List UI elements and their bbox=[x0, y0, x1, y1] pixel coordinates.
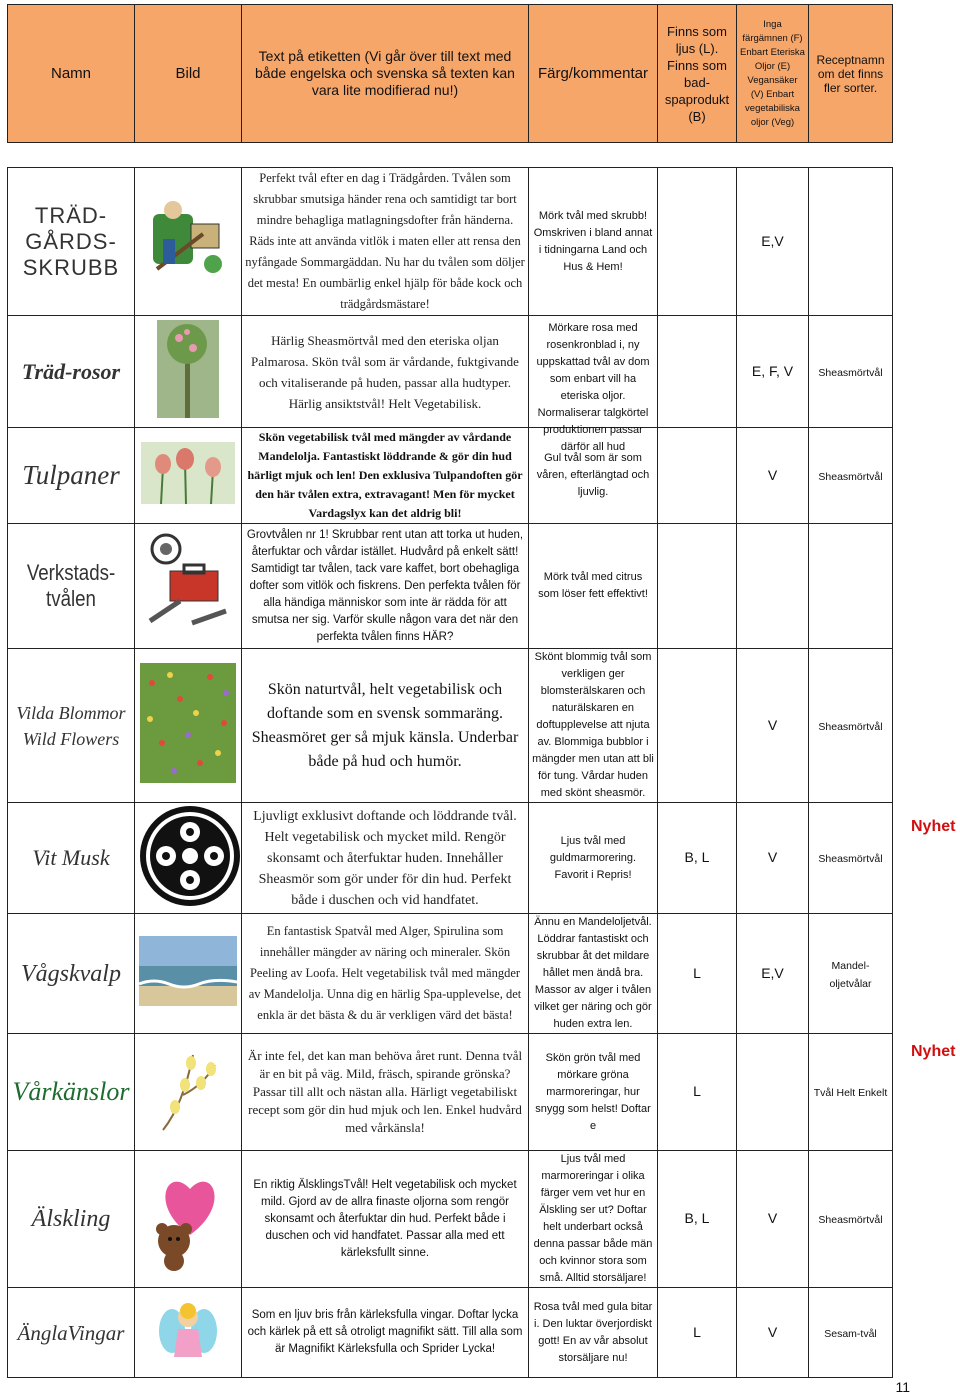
product-image bbox=[135, 1288, 242, 1378]
product-image bbox=[135, 803, 242, 914]
product-comment: Skön grön tvål med mörkare gröna marmoreringar, hur snygg som helst! Doftar e bbox=[529, 1034, 658, 1151]
product-table bbox=[7, 4, 893, 1378]
product-inga: V bbox=[737, 428, 809, 524]
header-finns: Finns som ljus (L). Finns som bad-spaprodukt (B) bbox=[658, 5, 737, 143]
product-comment: Ännu en Mandeloljetvål. Löddrar fantastiskt och skrubbar åt det mildare hållet men ändå bra. Massor av alger i tvålen vilket ger näring och gör huden extra len. bbox=[529, 914, 658, 1034]
header-row bbox=[8, 5, 893, 143]
product-text: Är inte fel, det kan man behöva året runt. Denna tvål är en bit på väg. Mild, fräsch, spirande grönska? Passar till allt och nästan alla. Härligt vegetabiliskt recept som gör din hud mjuk och len. Enkel hudvård med vårkänsla! bbox=[242, 1034, 529, 1151]
product-text: En fantastisk Spatvål med Alger, Spirulina som innehåller mängder av näring och mineraler. Skön Peeling av Loofa. Helt vegetabilisk tvål med mängder av Mandelolja. Unna dig en härlig Spa-upplevelse, det enkla är det bästa & du är verkligen värd det bästa! bbox=[242, 914, 529, 1034]
product-recept: Sheasmörtvål bbox=[809, 649, 893, 803]
product-name: Tulpaner bbox=[8, 428, 135, 524]
product-recept bbox=[809, 168, 893, 316]
product-name: TRÄD-GÅRDS-SKRUBB bbox=[8, 168, 135, 316]
product-finns: L bbox=[658, 914, 737, 1034]
product-comment: Gul tvål som är som våren, efterlängtad och ljuvlig. bbox=[529, 428, 658, 524]
product-name: ÄnglaVingar bbox=[8, 1288, 135, 1378]
pussy-willow-image bbox=[153, 1045, 223, 1135]
product-comment: Mörk tvål med skrubb! Omskriven i bland annat i tidningarna Land och Hus & Hem! bbox=[529, 168, 658, 316]
table-row bbox=[8, 803, 893, 914]
product-inga: E,V bbox=[737, 914, 809, 1034]
ornament-medallion-image bbox=[138, 804, 242, 908]
table-row bbox=[8, 1034, 893, 1151]
product-name: Älskling bbox=[8, 1151, 135, 1288]
header-farg: Färg/kommentar bbox=[529, 5, 658, 143]
product-text: Som en ljuv bris från kärleksfulla vingar. Doftar lycka och kärlek på ett så otroligt magnifikt sätt. Till alla som är Magnifikt Kärleksfulla och Sprider Lycka! bbox=[242, 1288, 529, 1378]
page-number: 11 bbox=[895, 1379, 910, 1395]
product-finns bbox=[658, 168, 737, 316]
angel-wings-image bbox=[158, 1295, 218, 1365]
beach-waves-image bbox=[139, 936, 237, 1006]
product-inga: V bbox=[737, 1288, 809, 1378]
table-row bbox=[8, 1288, 893, 1378]
product-text: Skön vegetabilisk tvål med mängder av vårdande Mandelolja. Fantastiskt löddrande & gör din hud härligt mjuk och len! Den exklusiva Tulpandoften gör den här tvålen extra, extravagant! Men för mycket Vardagslyx kan det aldrig bli! bbox=[242, 428, 529, 524]
product-image bbox=[135, 428, 242, 524]
product-recept: Sheasmörtvål bbox=[809, 428, 893, 524]
product-finns bbox=[658, 428, 737, 524]
table-row bbox=[8, 168, 893, 316]
product-inga: E, F, V bbox=[737, 316, 809, 428]
product-finns: B, L bbox=[658, 1151, 737, 1288]
product-text: Skön naturtvål, helt vegetabilisk och doftande som en svensk sommaräng. Sheasmöret ger så mjuk känsla. Underbar både på hud och humör. bbox=[242, 649, 529, 803]
product-inga: V bbox=[737, 649, 809, 803]
product-comment: Mörkare rosa med rosenkronblad i, ny uppskattad tvål av dom som enbart vill ha eteriska oljor. Normaliserar talgkörtel produktionen passar därför all hud bbox=[529, 316, 658, 428]
product-text: Perfekt tvål efter en dag i Trädgården. Tvålen som skrubbar smutsiga händer rena och samtidigt tar bort mindre behagliga matlagningsdofter från händerna. Räds inte att använda vitlök i maten eller att rensa den nyfångade Sommargäddan. Nu har du tvålen som döljer det mesta! En oumbärlig enkel hjälp för både kock och trädgårdsmästare! bbox=[242, 168, 529, 316]
product-recept: Sesam-tvål bbox=[809, 1288, 893, 1378]
product-image bbox=[135, 524, 242, 649]
product-text: En riktig ÄlsklingsTvål! Helt vegetabilisk och mycket mild. Gjord av de allra finaste oljorna som rengör skonsamt och återfuktar din hud. Perfekt både i duschen och vid handfatet. Passar alla med ett kärleksfullt sinne. bbox=[242, 1151, 529, 1288]
product-inga: V bbox=[737, 803, 809, 914]
nyhet-badge: Nyhet bbox=[911, 1043, 956, 1060]
header-recept: Receptnamn om det finns fler sorter. bbox=[809, 5, 893, 143]
wildflower-meadow-image bbox=[140, 663, 236, 783]
product-recept: Mandel-oljetvålar bbox=[809, 914, 893, 1034]
table-row bbox=[8, 649, 893, 803]
product-comment: Ljus tvål med guldmarmorering. Favorit i Repris! bbox=[529, 803, 658, 914]
header-inga: Inga färgämnen (F) Enbart Eteriska Oljor (E) Vegansäker (V) Enbart vegetabiliska oljor (Veg) bbox=[737, 5, 809, 143]
header-text: Text på etiketten (Vi går över till text med både engelska och svenska så texten kan vara lite modifierad nu!) bbox=[242, 5, 529, 143]
product-name: Vågskvalp bbox=[8, 914, 135, 1034]
header-bild: Bild bbox=[135, 5, 242, 143]
product-text: Ljuvligt exklusivt doftande och löddrande tvål. Helt vegetabilisk och mycket mild. Rengör skonsamt och återfuktar huden. Innehåller Sheasmör som gör under för din hud. Perfekt både i duschen och vid handfatet. bbox=[242, 803, 529, 914]
product-name: Verkstads-tvålen bbox=[8, 524, 135, 649]
tulips-image bbox=[141, 442, 235, 504]
product-inga: E,V bbox=[737, 168, 809, 316]
product-finns: L bbox=[658, 1288, 737, 1378]
product-finns bbox=[658, 524, 737, 649]
table-row bbox=[8, 316, 893, 428]
gardener-tools-image bbox=[143, 194, 233, 284]
header-namn: Namn bbox=[8, 5, 135, 143]
table-row bbox=[8, 1151, 893, 1288]
product-finns: B, L bbox=[658, 803, 737, 914]
product-inga bbox=[737, 524, 809, 649]
product-name: Vårkänslor bbox=[8, 1034, 135, 1151]
product-recept: Tvål Helt Enkelt bbox=[809, 1034, 893, 1151]
product-comment: Skönt blommig tvål som verkligen ger blomsterälskaren och naturälskaren en doftupplevelse att njuta av. Blommiga bubblor i mängder men utan att bli för tung. Vårdar huden med skönt sheasmör. bbox=[529, 649, 658, 803]
product-image bbox=[135, 1151, 242, 1288]
table-row bbox=[8, 428, 893, 524]
nyhet-badge: Nyhet bbox=[911, 818, 956, 835]
product-image bbox=[135, 1034, 242, 1151]
product-finns: L bbox=[658, 1034, 737, 1151]
product-inga bbox=[737, 1034, 809, 1151]
table-row bbox=[8, 914, 893, 1034]
product-recept bbox=[809, 524, 893, 649]
product-name: Träd-rosor bbox=[8, 316, 135, 428]
product-text: Grovtvålen nr 1! Skrubbar rent utan att torka ut huden, återfuktar och vårdar istället. Hudvård på enkelt sätt! Samtidigt tar tvålen, tack vare kaffet, bort obehagliga dofter som vitlök och fiskrens. Den perfekta tvålen för alla händiga människor som inte är rädda för att smutsa ner sig. Varför skulle någon vara det när den perfekta tvålen finns HÄR? bbox=[242, 524, 529, 649]
product-finns bbox=[658, 316, 737, 428]
teddy-bear-heart-image bbox=[138, 1165, 242, 1269]
product-comment: Mörk tvål med citrus som löser fett effektivt! bbox=[529, 524, 658, 649]
product-image bbox=[135, 914, 242, 1034]
product-inga: V bbox=[737, 1151, 809, 1288]
toolbox-image bbox=[140, 531, 236, 637]
product-name: Vilda Blommor Wild Flowers bbox=[8, 649, 135, 803]
table-row bbox=[8, 524, 893, 649]
product-text: Härlig Sheasmörtvål med den eteriska oljan Palmarosa. Skön tvål som är vårdande, fuktgivande och vitaliserande på huden, passar alla hudtyper. Härlig ansiktstvål! Helt Vegetabilisk. bbox=[242, 316, 529, 428]
tree-rose-image bbox=[157, 320, 219, 418]
product-name: Vit Musk bbox=[8, 803, 135, 914]
product-image bbox=[135, 649, 242, 803]
product-image bbox=[135, 168, 242, 316]
product-image bbox=[135, 316, 242, 428]
product-recept: Sheasmörtvål bbox=[809, 316, 893, 428]
product-recept: Sheasmörtvål bbox=[809, 803, 893, 914]
product-comment: Ljus tvål med marmoreringar i olika färger vem vet hur en Älskling ser ut? Doftar helt underbart också denna passar både män och kvinnor stora som små. Alltid storsäljare! bbox=[529, 1151, 658, 1288]
product-finns bbox=[658, 649, 737, 803]
product-recept: Sheasmörtvål bbox=[809, 1151, 893, 1288]
product-comment: Rosa tvål med gula bitar i. Den luktar överjordiskt gott! En av vår absolut storsäljare nu! bbox=[529, 1288, 658, 1378]
